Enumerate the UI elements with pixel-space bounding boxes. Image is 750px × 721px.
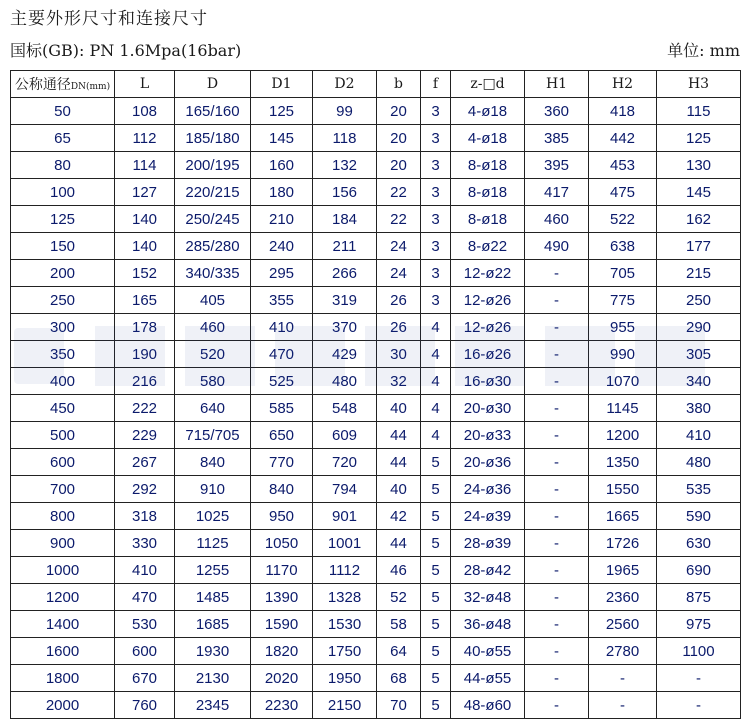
table-cell: 3 [421, 125, 451, 152]
table-row [11, 422, 741, 449]
table-header-row [11, 71, 741, 98]
table-cell: 1390 [251, 584, 313, 611]
table-cell: 4 [421, 422, 451, 449]
table-row [11, 125, 741, 152]
table-cell: 200/195 [175, 152, 251, 179]
table-cell: 775 [589, 287, 657, 314]
dn-cell: 450 [11, 395, 115, 422]
table-cell: 266 [313, 260, 377, 287]
table-cell: 548 [313, 395, 377, 422]
table-cell: 12-ø26 [451, 287, 525, 314]
table-cell: 42 [377, 503, 421, 530]
table-cell: 1100 [657, 638, 741, 665]
header-dn [11, 71, 115, 98]
table-cell: 690 [657, 557, 741, 584]
table-cell: - [525, 287, 589, 314]
dn-cell: 1400 [11, 611, 115, 638]
dn-cell: 350 [11, 341, 115, 368]
table-cell: 760 [115, 692, 175, 719]
table-cell: 480 [313, 368, 377, 395]
table-cell: - [525, 449, 589, 476]
table-cell: 1328 [313, 584, 377, 611]
table-cell: 32 [377, 368, 421, 395]
table-cell: 875 [657, 584, 741, 611]
table-cell: 630 [657, 530, 741, 557]
table-cell: 156 [313, 179, 377, 206]
table-cell: 355 [251, 287, 313, 314]
table-cell: 250 [657, 287, 741, 314]
header-cell: D [175, 71, 251, 98]
table-cell: 2360 [589, 584, 657, 611]
table-cell: 28-ø39 [451, 530, 525, 557]
dn-cell: 300 [11, 314, 115, 341]
table-cell: 410 [115, 557, 175, 584]
table-cell: 16-ø26 [451, 341, 525, 368]
table-cell: 3 [421, 287, 451, 314]
header-dn-sub: DN(mm) [70, 82, 111, 92]
table-cell: 5 [421, 449, 451, 476]
table-cell: 132 [313, 152, 377, 179]
table-row [11, 638, 741, 665]
table-cell: 26 [377, 314, 421, 341]
table-cell: - [525, 476, 589, 503]
dn-cell: 1000 [11, 557, 115, 584]
table-cell: 178 [115, 314, 175, 341]
table-cell: 115 [657, 98, 741, 125]
table-row [11, 152, 741, 179]
table-cell: 2150 [313, 692, 377, 719]
table-cell: - [525, 314, 589, 341]
table-cell: 580 [175, 368, 251, 395]
table-cell: 950 [251, 503, 313, 530]
dn-cell: 125 [11, 206, 115, 233]
table-cell: 525 [251, 368, 313, 395]
table-cell: 3 [421, 206, 451, 233]
table-cell: - [657, 692, 741, 719]
header-cell: H1 [525, 71, 589, 98]
table-cell: 380 [657, 395, 741, 422]
table-cell: 58 [377, 611, 421, 638]
table-cell: 8-ø18 [451, 152, 525, 179]
table-cell: - [525, 638, 589, 665]
table-row [11, 287, 741, 314]
table-cell: - [525, 503, 589, 530]
table-cell: 1070 [589, 368, 657, 395]
table-row [11, 395, 741, 422]
table-cell: 295 [251, 260, 313, 287]
table-cell: 1590 [251, 611, 313, 638]
table-cell: 5 [421, 557, 451, 584]
table-cell: 44 [377, 422, 421, 449]
table-cell: - [589, 692, 657, 719]
table-cell: 715/705 [175, 422, 251, 449]
table-cell: 16-ø30 [451, 368, 525, 395]
dn-cell: 1800 [11, 665, 115, 692]
table-row [11, 692, 741, 719]
table-cell: 360 [525, 98, 589, 125]
table-cell: 4 [421, 341, 451, 368]
table-cell: 40 [377, 476, 421, 503]
table-cell: - [589, 665, 657, 692]
table-cell: 190 [115, 341, 175, 368]
table-cell: 1145 [589, 395, 657, 422]
table-cell: 24 [377, 233, 421, 260]
dn-cell: 700 [11, 476, 115, 503]
table-cell: 22 [377, 206, 421, 233]
table-cell: 2020 [251, 665, 313, 692]
table-cell: 24-ø36 [451, 476, 525, 503]
table-cell: 3 [421, 152, 451, 179]
table-cell: 1750 [313, 638, 377, 665]
table-cell: 405 [175, 287, 251, 314]
table-cell: 480 [657, 449, 741, 476]
dn-cell: 200 [11, 260, 115, 287]
dn-cell: 50 [11, 98, 115, 125]
table-row [11, 341, 741, 368]
table-cell: - [525, 665, 589, 692]
table-cell: 40 [377, 395, 421, 422]
table-cell: 395 [525, 152, 589, 179]
table-cell: 385 [525, 125, 589, 152]
table-cell: 535 [657, 476, 741, 503]
table-cell: 118 [313, 125, 377, 152]
table-cell: 216 [115, 368, 175, 395]
table-cell: 220/215 [175, 179, 251, 206]
table-cell: 4-ø18 [451, 98, 525, 125]
table-row [11, 179, 741, 206]
table-cell: 840 [251, 476, 313, 503]
table-cell: - [525, 530, 589, 557]
table-cell: 8-ø18 [451, 206, 525, 233]
table-cell: 705 [589, 260, 657, 287]
table-cell: 215 [657, 260, 741, 287]
table-cell: 165/160 [175, 98, 251, 125]
table-row [11, 233, 741, 260]
table-cell: 530 [115, 611, 175, 638]
table-cell: 285/280 [175, 233, 251, 260]
table-cell: 475 [589, 179, 657, 206]
table-cell: 990 [589, 341, 657, 368]
table-row [11, 314, 741, 341]
dimensions-table [10, 70, 741, 719]
table-cell: 1001 [313, 530, 377, 557]
table-cell: 453 [589, 152, 657, 179]
table-cell: 1050 [251, 530, 313, 557]
table-cell: 112 [115, 125, 175, 152]
table-cell: 1950 [313, 665, 377, 692]
table-cell: 429 [313, 341, 377, 368]
table-cell: 490 [525, 233, 589, 260]
table-cell: 165 [115, 287, 175, 314]
table-cell: 590 [657, 503, 741, 530]
table-cell: 20 [377, 152, 421, 179]
table-cell: 160 [251, 152, 313, 179]
table-cell: 670 [115, 665, 175, 692]
dn-cell: 65 [11, 125, 115, 152]
table-cell: 222 [115, 395, 175, 422]
header-cell: H3 [657, 71, 741, 98]
table-cell: 152 [115, 260, 175, 287]
table-cell: - [525, 692, 589, 719]
table-cell: 650 [251, 422, 313, 449]
table-cell: 585 [251, 395, 313, 422]
table-cell: 185/180 [175, 125, 251, 152]
header-dn-main: 公称通径 [14, 77, 71, 93]
table-cell: 24-ø39 [451, 503, 525, 530]
table-cell: 44 [377, 449, 421, 476]
table-cell: 1530 [313, 611, 377, 638]
table-cell: 250/245 [175, 206, 251, 233]
table-cell: - [525, 557, 589, 584]
standard-label: 国标(GB): PN 1.6Mpa(16bar) [10, 41, 242, 60]
table-cell: 1025 [175, 503, 251, 530]
table-cell: 127 [115, 179, 175, 206]
header-cell: L [115, 71, 175, 98]
table-cell: 8-ø18 [451, 179, 525, 206]
dn-cell: 80 [11, 152, 115, 179]
table-cell: 1125 [175, 530, 251, 557]
dn-cell: 150 [11, 233, 115, 260]
table-cell: 46 [377, 557, 421, 584]
table-cell: - [525, 584, 589, 611]
table-cell: 910 [175, 476, 251, 503]
table-cell: 840 [175, 449, 251, 476]
table-row [11, 503, 741, 530]
table-cell: 20-ø30 [451, 395, 525, 422]
table-row [11, 98, 741, 125]
unit-label: 单位: mm [667, 41, 740, 60]
table-cell: 955 [589, 314, 657, 341]
table-cell: 418 [589, 98, 657, 125]
table-cell: 177 [657, 233, 741, 260]
table-cell: 290 [657, 314, 741, 341]
table-cell: 1550 [589, 476, 657, 503]
table-cell: 520 [175, 341, 251, 368]
table-cell: 108 [115, 98, 175, 125]
table-cell: 20-ø36 [451, 449, 525, 476]
table-cell: 1685 [175, 611, 251, 638]
table-cell: 1820 [251, 638, 313, 665]
table-cell: 40-ø55 [451, 638, 525, 665]
table-cell: 1350 [589, 449, 657, 476]
table-cell: 3 [421, 179, 451, 206]
dn-cell: 500 [11, 422, 115, 449]
table-cell: - [525, 395, 589, 422]
table-cell: 2230 [251, 692, 313, 719]
table-cell: 305 [657, 341, 741, 368]
table-cell: 240 [251, 233, 313, 260]
table-cell: 210 [251, 206, 313, 233]
table-cell: 44 [377, 530, 421, 557]
table-cell: 5 [421, 692, 451, 719]
table-cell: 340 [657, 368, 741, 395]
table-cell: - [525, 368, 589, 395]
table-cell: - [657, 665, 741, 692]
table-cell: 145 [657, 179, 741, 206]
table-row [11, 557, 741, 584]
header-cell: b [377, 71, 421, 98]
table-cell: 1200 [589, 422, 657, 449]
table-cell: 5 [421, 665, 451, 692]
table-cell: 229 [115, 422, 175, 449]
table-cell: 22 [377, 179, 421, 206]
table-cell: 140 [115, 233, 175, 260]
table-cell: 460 [525, 206, 589, 233]
table-cell: 130 [657, 152, 741, 179]
table-cell: 901 [313, 503, 377, 530]
table-cell: 460 [175, 314, 251, 341]
dn-cell: 900 [11, 530, 115, 557]
table-row [11, 260, 741, 287]
dn-cell: 400 [11, 368, 115, 395]
header-cell: D1 [251, 71, 313, 98]
table-cell: 292 [115, 476, 175, 503]
table-cell: 638 [589, 233, 657, 260]
table-cell: 26 [377, 287, 421, 314]
table-cell: 64 [377, 638, 421, 665]
table-cell: 3 [421, 260, 451, 287]
dn-cell: 1200 [11, 584, 115, 611]
table-cell: - [525, 611, 589, 638]
dn-cell: 1600 [11, 638, 115, 665]
table-cell: 32-ø48 [451, 584, 525, 611]
table-cell: 12-ø22 [451, 260, 525, 287]
header-cell: z-□d [451, 71, 525, 98]
table-cell: 30 [377, 341, 421, 368]
table-cell: 5 [421, 503, 451, 530]
table-cell: 4 [421, 368, 451, 395]
table-cell: 140 [115, 206, 175, 233]
table-cell: 522 [589, 206, 657, 233]
table-cell: 370 [313, 314, 377, 341]
table-row [11, 449, 741, 476]
table-cell: 1170 [251, 557, 313, 584]
table-cell: 5 [421, 611, 451, 638]
table-row [11, 368, 741, 395]
table-row [11, 665, 741, 692]
table-cell: - [525, 260, 589, 287]
table-cell: 1665 [589, 503, 657, 530]
table-cell: 2560 [589, 611, 657, 638]
table-row [11, 476, 741, 503]
subtitle-row [10, 38, 740, 62]
table-cell: 267 [115, 449, 175, 476]
table-cell: - [525, 422, 589, 449]
dn-cell: 100 [11, 179, 115, 206]
table-cell: 720 [313, 449, 377, 476]
table-cell: 640 [175, 395, 251, 422]
header-cell: D2 [313, 71, 377, 98]
table-cell: 319 [313, 287, 377, 314]
table-cell: 52 [377, 584, 421, 611]
table-cell: 3 [421, 233, 451, 260]
table-row [11, 530, 741, 557]
table-cell: 36-ø48 [451, 611, 525, 638]
table-cell: 145 [251, 125, 313, 152]
table-cell: 5 [421, 476, 451, 503]
table-cell: 125 [251, 98, 313, 125]
table-cell: 770 [251, 449, 313, 476]
table-cell: 410 [251, 314, 313, 341]
table-cell: 4-ø18 [451, 125, 525, 152]
table-cell: 330 [115, 530, 175, 557]
table-cell: 48-ø60 [451, 692, 525, 719]
table-cell: 600 [115, 638, 175, 665]
table-cell: 5 [421, 638, 451, 665]
table-cell: 99 [313, 98, 377, 125]
table-cell: - [525, 341, 589, 368]
table-cell: 1255 [175, 557, 251, 584]
table-cell: 2130 [175, 665, 251, 692]
table-cell: 975 [657, 611, 741, 638]
header-cell: f [421, 71, 451, 98]
table-cell: 2780 [589, 638, 657, 665]
table-cell: 1485 [175, 584, 251, 611]
table-cell: 3 [421, 98, 451, 125]
table-cell: 2345 [175, 692, 251, 719]
table-cell: 470 [251, 341, 313, 368]
table-cell: 609 [313, 422, 377, 449]
table-cell: 20-ø33 [451, 422, 525, 449]
table-cell: 8-ø22 [451, 233, 525, 260]
table-cell: 442 [589, 125, 657, 152]
table-cell: 5 [421, 584, 451, 611]
table-cell: 162 [657, 206, 741, 233]
table-cell: 68 [377, 665, 421, 692]
table-cell: 114 [115, 152, 175, 179]
table-cell: 4 [421, 395, 451, 422]
table-cell: 1965 [589, 557, 657, 584]
table-cell: 1112 [313, 557, 377, 584]
table-cell: 318 [115, 503, 175, 530]
table-cell: 4 [421, 314, 451, 341]
table-cell: 340/335 [175, 260, 251, 287]
table-body [11, 98, 741, 719]
table-cell: 70 [377, 692, 421, 719]
table-cell: 20 [377, 125, 421, 152]
table-row [11, 206, 741, 233]
table-cell: 417 [525, 179, 589, 206]
table-row [11, 611, 741, 638]
table-cell: 5 [421, 530, 451, 557]
dn-cell: 600 [11, 449, 115, 476]
header-cell: H2 [589, 71, 657, 98]
table-cell: 470 [115, 584, 175, 611]
table-cell: 44-ø55 [451, 665, 525, 692]
table-cell: 12-ø26 [451, 314, 525, 341]
table-cell: 180 [251, 179, 313, 206]
table-cell: 125 [657, 125, 741, 152]
table-cell: 211 [313, 233, 377, 260]
table-cell: 410 [657, 422, 741, 449]
table-cell: 184 [313, 206, 377, 233]
table-cell: 24 [377, 260, 421, 287]
table-row [11, 584, 741, 611]
table-cell: 1726 [589, 530, 657, 557]
table-cell: 794 [313, 476, 377, 503]
dn-cell: 250 [11, 287, 115, 314]
dn-cell: 2000 [11, 692, 115, 719]
table-cell: 20 [377, 98, 421, 125]
table-cell: 1930 [175, 638, 251, 665]
table-cell: 28-ø42 [451, 557, 525, 584]
dn-cell: 800 [11, 503, 115, 530]
page-title: 主要外形尺寸和连接尺寸 [10, 9, 208, 29]
